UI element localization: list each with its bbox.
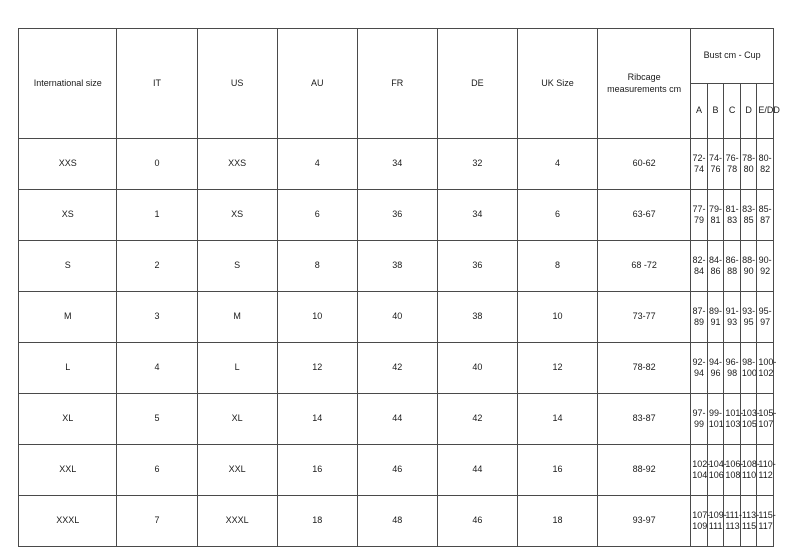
table-cell: 40	[437, 343, 517, 394]
table-header	[19, 29, 780, 139]
header-row-primary	[19, 29, 774, 84]
table-cell: 46	[437, 496, 517, 547]
table-cell: 92-94	[691, 343, 708, 394]
table-cell: 84-86	[707, 241, 724, 292]
table-cell: 90-92	[757, 241, 774, 292]
table-cell: 32	[437, 139, 517, 190]
table-body	[19, 139, 777, 547]
table-cell: 8	[277, 241, 357, 292]
table-cell: 97-99	[691, 394, 708, 445]
table-cell: 63-67	[598, 190, 691, 241]
table-cell: XXL	[197, 445, 277, 496]
table-cell: 14	[517, 394, 597, 445]
table-cell: 100-102	[757, 343, 774, 394]
table-cell: S	[197, 241, 277, 292]
table-cell: 40	[357, 292, 437, 343]
table-cell: 5	[117, 394, 197, 445]
table-cell: 103-105	[740, 394, 757, 445]
table-cell: 38	[357, 241, 437, 292]
table-cell: 98-100	[740, 343, 757, 394]
table-cell: 105-107	[757, 394, 774, 445]
table-cell: 72-74	[691, 139, 708, 190]
column-header-6: DE	[437, 29, 517, 139]
table-cell: 8	[517, 241, 597, 292]
table-row	[19, 445, 774, 496]
table-cell: 10	[517, 292, 597, 343]
table-cell: 10	[277, 292, 357, 343]
table-cell: 4	[277, 139, 357, 190]
column-header-7: UK Size	[517, 29, 597, 139]
table-cell: 82-84	[691, 241, 708, 292]
row-size-label: M	[19, 292, 117, 343]
table-row	[19, 343, 774, 394]
table-cell: XS	[197, 190, 277, 241]
table-cell: 108-110	[740, 445, 757, 496]
table-cell: 96-98	[724, 343, 741, 394]
table-cell: 101-103	[724, 394, 741, 445]
table-cell: 6	[517, 190, 597, 241]
table-cell: 87-89	[691, 292, 708, 343]
table-cell: 36	[357, 190, 437, 241]
table-cell: 18	[277, 496, 357, 547]
table-cell: 3	[117, 292, 197, 343]
table-cell: 104-106	[707, 445, 724, 496]
table-cell: M	[197, 292, 277, 343]
column-header-2: IT	[117, 29, 197, 139]
table-cell: 78-82	[598, 343, 691, 394]
column-header-3: US	[197, 29, 277, 139]
table-cell: 83-85	[740, 190, 757, 241]
table-cell: 12	[517, 343, 597, 394]
table-cell: 113-115	[740, 496, 757, 547]
table-cell: 85-87	[757, 190, 774, 241]
table-cell: 89-91	[707, 292, 724, 343]
table-cell: 94-96	[707, 343, 724, 394]
table-cell: 4	[117, 343, 197, 394]
table-cell: 36	[437, 241, 517, 292]
table-cell: 88-90	[740, 241, 757, 292]
table-cell: 6	[277, 190, 357, 241]
row-size-label: L	[19, 343, 117, 394]
table-cell: 81-83	[724, 190, 741, 241]
column-header-4: AU	[277, 29, 357, 139]
table-cell: L	[197, 343, 277, 394]
cup-header-b: B	[707, 84, 724, 139]
table-cell: 18	[517, 496, 597, 547]
cup-header-c: C	[724, 84, 741, 139]
row-size-label: XS	[19, 190, 117, 241]
table-cell: 34	[437, 190, 517, 241]
table-cell: XXXL	[197, 496, 277, 547]
table-cell: XL	[197, 394, 277, 445]
table-cell: 16	[277, 445, 357, 496]
table-cell: 6	[117, 445, 197, 496]
table-cell: 48	[357, 496, 437, 547]
table-cell: 79-81	[707, 190, 724, 241]
table-cell: 60-62	[598, 139, 691, 190]
table-cell: 78-80	[740, 139, 757, 190]
column-header-9: Bust cm - Cup	[691, 29, 774, 84]
table-cell: 14	[277, 394, 357, 445]
table-row	[19, 496, 774, 547]
cup-header-a: A	[691, 84, 708, 139]
table-row	[19, 394, 774, 445]
table-cell: 115-117	[757, 496, 774, 547]
table-cell: 95-97	[757, 292, 774, 343]
table-cell: 42	[357, 343, 437, 394]
cup-header-d: D	[740, 84, 757, 139]
table-cell: 0	[117, 139, 197, 190]
table-cell: 44	[357, 394, 437, 445]
table-cell: XXS	[197, 139, 277, 190]
table-row	[19, 241, 774, 292]
table-cell: 68 -72	[598, 241, 691, 292]
column-header-8: Ribcage measurements cm	[598, 29, 691, 139]
row-size-label: XL	[19, 394, 117, 445]
table-cell: 4	[517, 139, 597, 190]
table-cell: 34	[357, 139, 437, 190]
size-chart-table	[18, 28, 780, 547]
table-cell: 16	[517, 445, 597, 496]
table-cell: 102-104	[691, 445, 708, 496]
column-header-5: FR	[357, 29, 437, 139]
table-cell: 93-97	[598, 496, 691, 547]
table-cell: 7	[117, 496, 197, 547]
table-row	[19, 139, 774, 190]
table-cell: 91-93	[724, 292, 741, 343]
table-cell: 76-78	[724, 139, 741, 190]
table-cell: 46	[357, 445, 437, 496]
row-size-label: XXXL	[19, 496, 117, 547]
table-cell: 12	[277, 343, 357, 394]
table-cell: 73-77	[598, 292, 691, 343]
table-cell: 107-109	[691, 496, 708, 547]
table-cell: 42	[437, 394, 517, 445]
table-cell: 86-88	[724, 241, 741, 292]
table-cell: 44	[437, 445, 517, 496]
table-cell: 77-79	[691, 190, 708, 241]
table-cell: 1	[117, 190, 197, 241]
cup-header-e-dd: E/DD	[757, 84, 774, 139]
table-cell: 93-95	[740, 292, 757, 343]
row-size-label: S	[19, 241, 117, 292]
table-cell: 74-76	[707, 139, 724, 190]
table-cell: 88-92	[598, 445, 691, 496]
table-cell: 110-112	[757, 445, 774, 496]
column-header-1: International size	[19, 29, 117, 139]
table-cell: 2	[117, 241, 197, 292]
table-cell: 109-111	[707, 496, 724, 547]
size-chart-sheet	[18, 28, 780, 547]
table-cell: 99-101	[707, 394, 724, 445]
table-cell: 83-87	[598, 394, 691, 445]
row-size-label: XXL	[19, 445, 117, 496]
row-size-label: XXS	[19, 139, 117, 190]
table-cell: 38	[437, 292, 517, 343]
table-row	[19, 190, 774, 241]
table-row	[19, 292, 774, 343]
table-cell: 106-108	[724, 445, 741, 496]
table-cell: 80-82	[757, 139, 774, 190]
table-cell: 111-113	[724, 496, 741, 547]
